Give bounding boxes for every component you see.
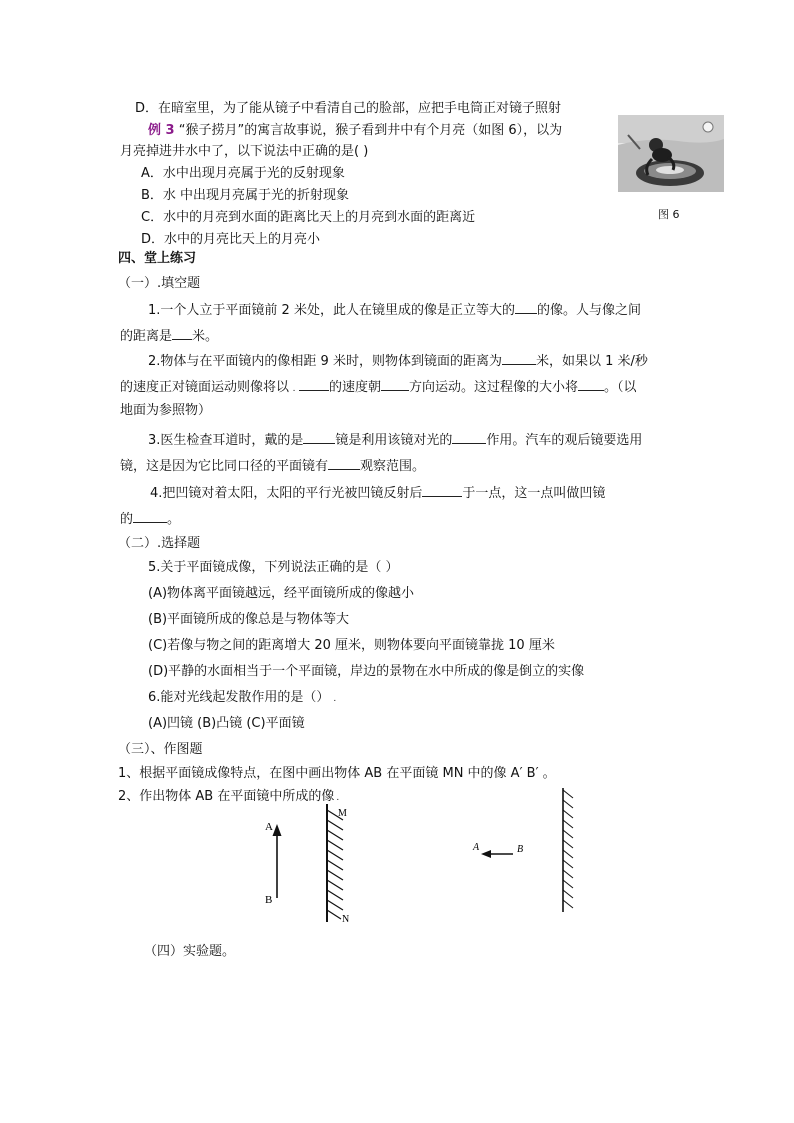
drawing-heading: （三）、作图题 — [118, 742, 203, 757]
blank[interactable] — [328, 457, 360, 470]
object-ab-horizontal-arrow — [481, 850, 513, 858]
fill-q4-line-1: 4.把凹镜对着太阳，太阳的平行光被凹镜反射后 于一点，这一点叫做凹镜 — [150, 486, 606, 501]
example-label: 例 3 — [148, 123, 175, 138]
example-3-line-1 — [148, 123, 562, 139]
label-a: A — [265, 821, 273, 833]
blank[interactable] — [502, 352, 536, 365]
option-b: B．水 中出现月亮属于光的折射现象 — [141, 188, 350, 203]
fill-heading: （一）.填空题 — [118, 276, 201, 291]
choice-q5-option-b: (B)平面镜所成的像总是与物体等大 — [148, 612, 350, 627]
option-d: D．水中的月亮比天上的月亮小 — [141, 232, 321, 247]
label-b: B — [265, 894, 273, 906]
fill-q4-line-2: 的 。 — [120, 512, 181, 527]
blank[interactable] — [578, 378, 604, 391]
section-title: 四、堂上练习 — [118, 251, 197, 266]
example-text-1: “猴子捞月”的寓言故事说，猴子看到井中有个月亮（如图 6），以为 — [178, 123, 563, 138]
fill-q2-line-3: 地面为参照物） — [120, 403, 212, 418]
blank[interactable] — [381, 378, 409, 391]
drawing-q2: 2、作出物体 AB 在平面镜中所成的像 . — [118, 789, 340, 804]
choice-heading: （二）.选择题 — [118, 536, 201, 551]
object-ab-arrow — [273, 824, 282, 898]
label-b: B — [517, 844, 524, 855]
fill-q3-line-2: 镜，这是因为它比同口径的平面镜有 观察范围。 — [120, 459, 426, 474]
plane-mirror — [563, 788, 573, 912]
choice-q6: 6.能对光线起发散作用的是（） . — [148, 690, 337, 705]
figure-6-photo — [618, 115, 724, 192]
blank[interactable] — [133, 510, 167, 523]
example-3-line-2: 月亮掉进井水中了，以下说法中正确的是( ) — [120, 144, 369, 159]
option-d-previous: D．在暗室里，为了能从镜子中看清自己的脸部，应把手电筒正对镜子照射 — [135, 101, 562, 116]
blank[interactable] — [172, 327, 192, 340]
choice-q5: 5.关于平面镜成像，下列说法正确的是（ ） — [148, 560, 399, 575]
blank[interactable] — [515, 301, 537, 314]
figure-6-caption: 图 6 — [658, 208, 680, 221]
choice-q5-option-a: (A)物体离平面镜越远，经平面镜所成的像越小 — [148, 586, 415, 601]
option-c: C．水中的月亮到水面的距离比天上的月亮到水面的距离近 — [141, 210, 476, 225]
plane-mirror-mn — [327, 804, 343, 922]
choice-q5-option-c: (C)若像与物之间的距离增大 20 厘米，则物体要向平面镜靠拢 10 厘米 — [148, 638, 555, 653]
label-n: N — [342, 914, 350, 925]
fill-q2-line-1: 2.物体与在平面镜内的像相距 9 米时，则物体到镜面的距离为 米，如果以 1 米/秒 — [148, 354, 648, 369]
drawing-figure-1 — [255, 800, 365, 926]
blank[interactable] — [303, 431, 335, 444]
fill-q1-line-1: 1.一个人立于平面镜前 2 米处，此人在镜里成的像是正立等大的 的像。人与像之间 — [148, 303, 641, 318]
fill-q1-line-2: 的距离是 米。 — [120, 329, 219, 344]
choice-q6-options: (A)凹镜 (B)凸镜 (C)平面镜 — [148, 716, 305, 731]
label-m: M — [338, 808, 347, 819]
blank[interactable] — [422, 484, 462, 497]
blank[interactable] — [299, 378, 329, 391]
choice-q5-option-d: (D)平静的水面相当于一个平面镜，岸边的景物在水中所成的像是倒立的实像 — [148, 664, 585, 679]
fill-q2-line-2: 的速度正对镜面运动则像将以 . 的速度朝 方向运动。这过程像的大小将 。（以 — [120, 380, 637, 395]
label-a: A — [473, 842, 480, 853]
drawing-figure-2 — [465, 786, 585, 916]
option-a: A．水中出现月亮属于光的反射现象 — [141, 166, 345, 181]
blank[interactable] — [452, 431, 486, 444]
experiment-heading: （四）实验题。 — [144, 944, 236, 959]
fill-q3-line-1: 3.医生检查耳道时，戴的是 镜是利用该镜对光的 作用。汽车的观后镜要选用 — [148, 433, 643, 448]
drawing-q1: 1、根据平面镜成像特点，在图中画出物体 AB 在平面镜 MN 中的像 A′ B′ 。 — [118, 766, 556, 781]
